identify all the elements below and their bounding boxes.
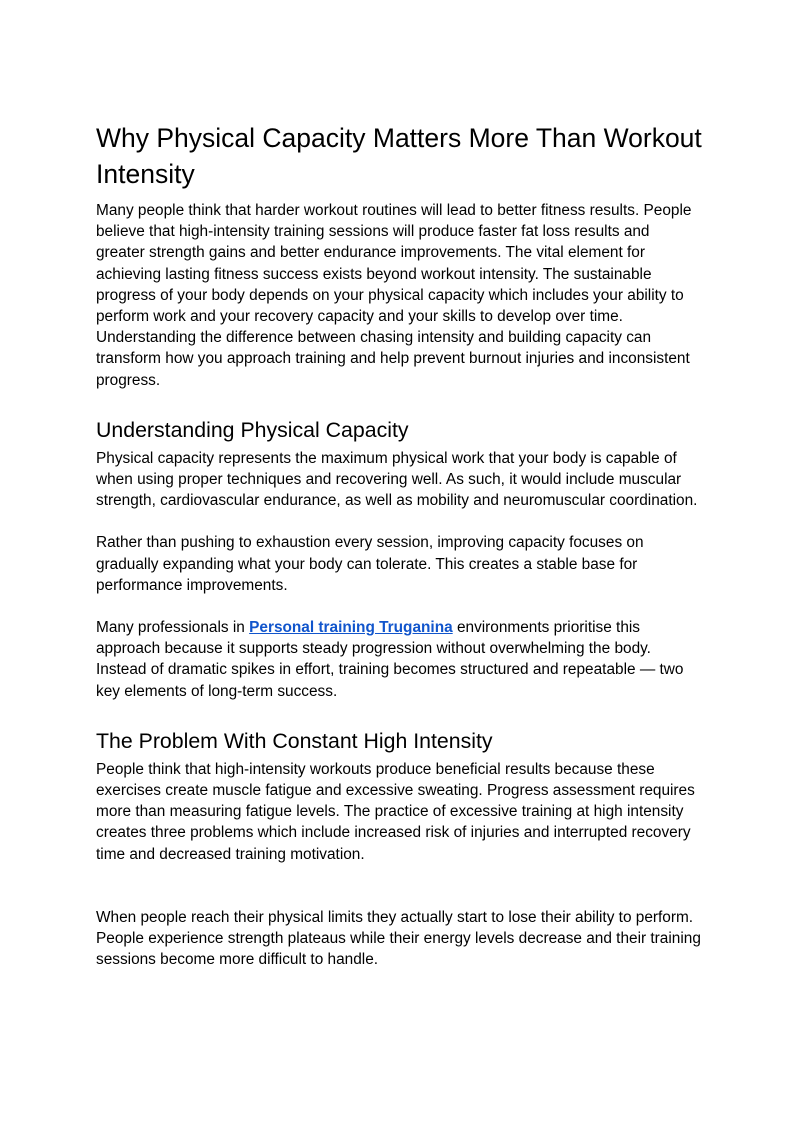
intro-paragraph: Many people think that harder workout routines will lead to better fitness results. People believe that high-intensity training sessions will produce faster fat loss results and greater strength gains and better endurance improvements. The vital element for achieving lasting fitness success exists beyond workout intensity. The sustainable progress of your body depends on your physical capacity which includes your ability to perform work and your recovery capacity and your skills to develop over time. Understanding the difference between chasing intensity and building capacity can transform how you approach training and help prevent burnout injuries and inconsistent progress. [96,202,692,389]
page-title: Why Physical Capacity Matters More Than Workout Intensity [96,123,702,189]
paragraph-text: environments prioritise this approach because it supports steady progression without overwhelming the body. Instead of dramatic spikes in effort, training becomes structured and repeatable — two key elements of long-term success. [96,619,684,700]
section2-paragraph-2: When people reach their physical limits they actually start to lose their ability to perform. People experience strength plateaus while their energy levels decrease and their training sessions become more difficult to handle. [96,908,701,969]
paragraph-text: Many professionals in [96,619,250,637]
section-heading-constant-intensity: The Problem With Constant High Intensity [96,728,493,753]
section-heading-understanding-capacity: Understanding Physical Capacity [96,417,409,442]
document-page [96,120,702,970]
personal-training-link[interactable]: Personal training Truganina [249,619,453,637]
section1-paragraph-2: Rather than pushing to exhaustion every session, improving capacity focuses on gradually expanding what your body can tolerate. This creates a stable base for performance improvements. [96,534,644,594]
section1-paragraph-3 [96,617,702,702]
section1-paragraph-1: Physical capacity represents the maximum physical work that your body is capable of when using proper techniques and recovering well. As such, it would include muscular strength, cardiovascular endurance, as well as mobility and neuromuscular coordination. [96,449,698,510]
section2-paragraph-1: People think that high-intensity workouts produce beneficial results because these exercises create muscle fatigue and excessive sweating. Progress assessment requires more than measuring fatigue levels. The practice of excessive training at high intensity creates three problems which include increased risk of injuries and interrupted recovery time and decreased training motivation. [96,760,695,863]
